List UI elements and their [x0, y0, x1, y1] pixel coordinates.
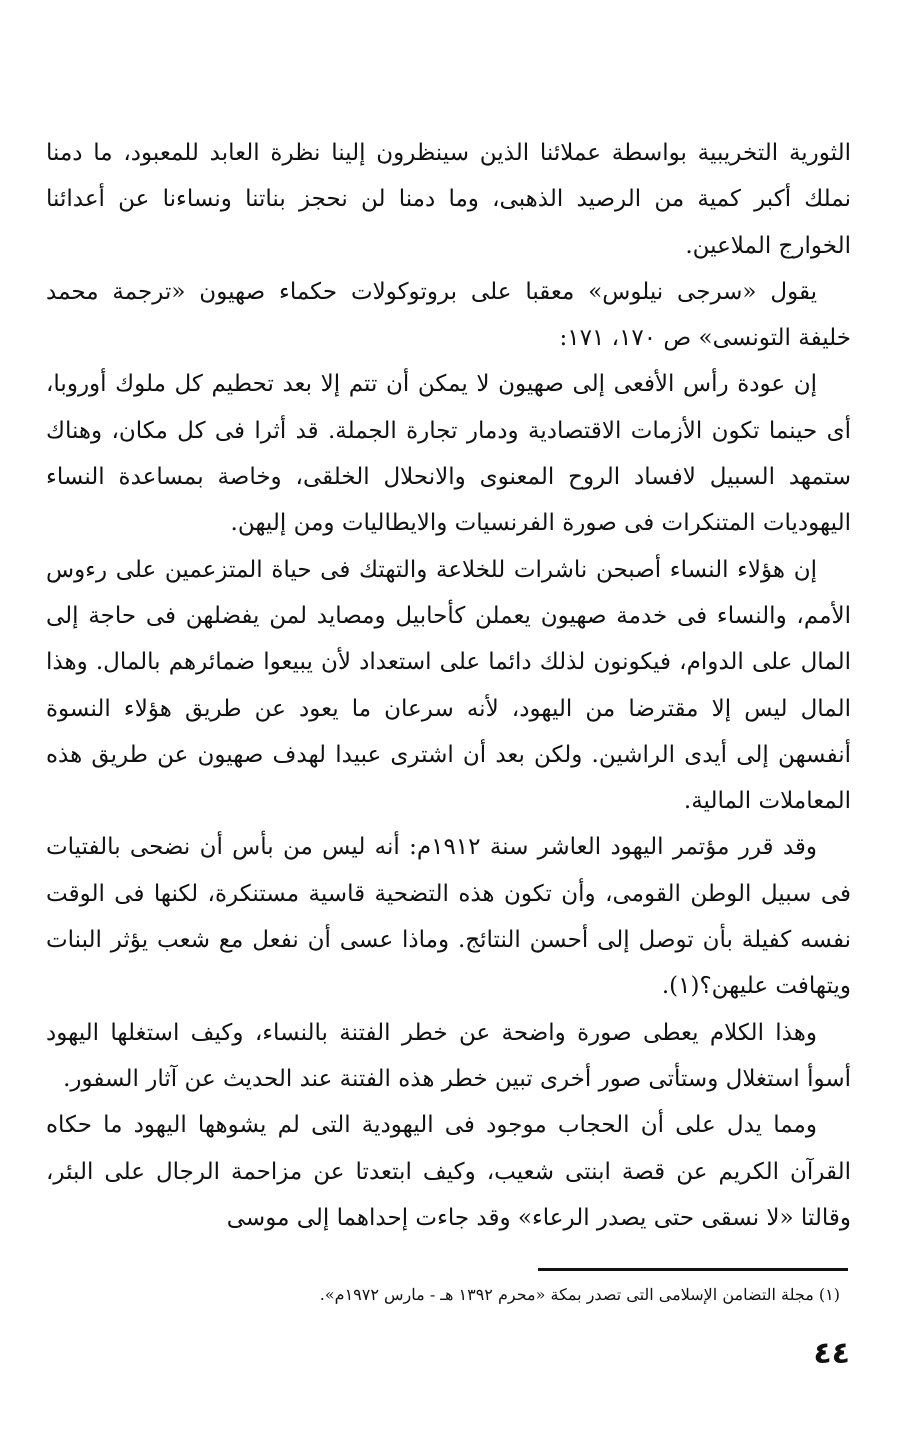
paragraph: إن عودة رأس الأفعى إلى صهيون لا يمكن أن تتم إلا بعد تحطيم كل ملوك أوروبا، أى حينما تكون الأزمات الاقتصادية ودمار تجارة الجملة. قد أثرا فى كل مكان، وهناك ستمهد السبيل لافساد الروح المعنوى والانحلال الخلقى، وخاصة بمساعدة النساء اليهوديات المتنكرات فى صورة الفرنسيات والايطاليات ومن إليهن. — [46, 371, 851, 537]
paragraph: ومما يدل على أن الحجاب موجود فى اليهودية التى لم يشوهها اليهود ما حكاه القرآن الكريم عن قصة ابنتى شعيب، وكيف ابتعدتا عن مزاحمة الرجال على البئر، وقالتا «لا نسقى حتى يصدر الرعاء» وقد جاءت إحداهما إلى موسى — [46, 1112, 851, 1231]
footnote-divider — [538, 1268, 848, 1271]
paragraph: الثورية التخريبية بواسطة عملائنا الذين سينظرون إلينا نظرة العابد للمعبود، ما دمنا نملك أكبر كمية من الرصيد الذهبى، وما دمنا لن نحجز بناتنا ونساءنا عن أعدائنا الخوارج الملاعين. — [46, 140, 852, 259]
footnote: (١) مجلة التضامن الإسلامى التى تصدر بمكة «محرم ١٣٩٢ هـ - مارس ١٩٧٢م». — [319, 1285, 840, 1304]
body-text — [46, 130, 851, 1241]
page-number: ٤٤ — [813, 1336, 850, 1371]
paragraph: وقد قرر مؤتمر اليهود العاشر سنة ١٩١٢م: أنه ليس من بأس أن نضحى بالفتيات فى سبيل الوطن القومى، وأن تكون هذه التضحية قاسية مستنكرة، لكنها فى الوقت نفسه كفيلة بأن توصل إلى أحسن النتائج. وماذا عسى أن نفعل مع شعب يؤثر البنات ويتهافت عليهن؟(١). — [46, 834, 851, 1000]
paragraph: إن هؤلاء النساء أصبحن ناشرات للخلاعة والتهتك فى حياة المتزعمين على رءوس الأمم، والنساء فى خدمة صهيون يعملن كأحابيل ومصايد لمن يفضلهن فى حاجة إلى المال على الدوام، فيكونون لذلك دائما على استعداد لأن يبيعوا ضمائرهم بالمال. وهذا المال ليس إلا مقترضا من اليهود، لأنه سرعان ما يعود عن طريق هؤلاء النسوة أنفسهن إلى أيدى الراشين. ولكن بعد أن اشترى عبيدا لهدف صهيون عن طريق هذه المعاملات المالية. — [46, 556, 851, 815]
paragraph: وهذا الكلام يعطى صورة واضحة عن خطر الفتنة بالنساء، وكيف استغلها اليهود أسوأ استغلال وستأتى صور أخرى تبين خطر هذه الفتنة عند الحديث عن آثار السفور. — [46, 1019, 851, 1092]
paragraph: يقول «سرجى نيلوس» معقبا على بروتوكولات حكماء صهيون «ترجمة محمد خليفة التونسى» ص ١٧٠، ١٧١: — [46, 278, 851, 352]
